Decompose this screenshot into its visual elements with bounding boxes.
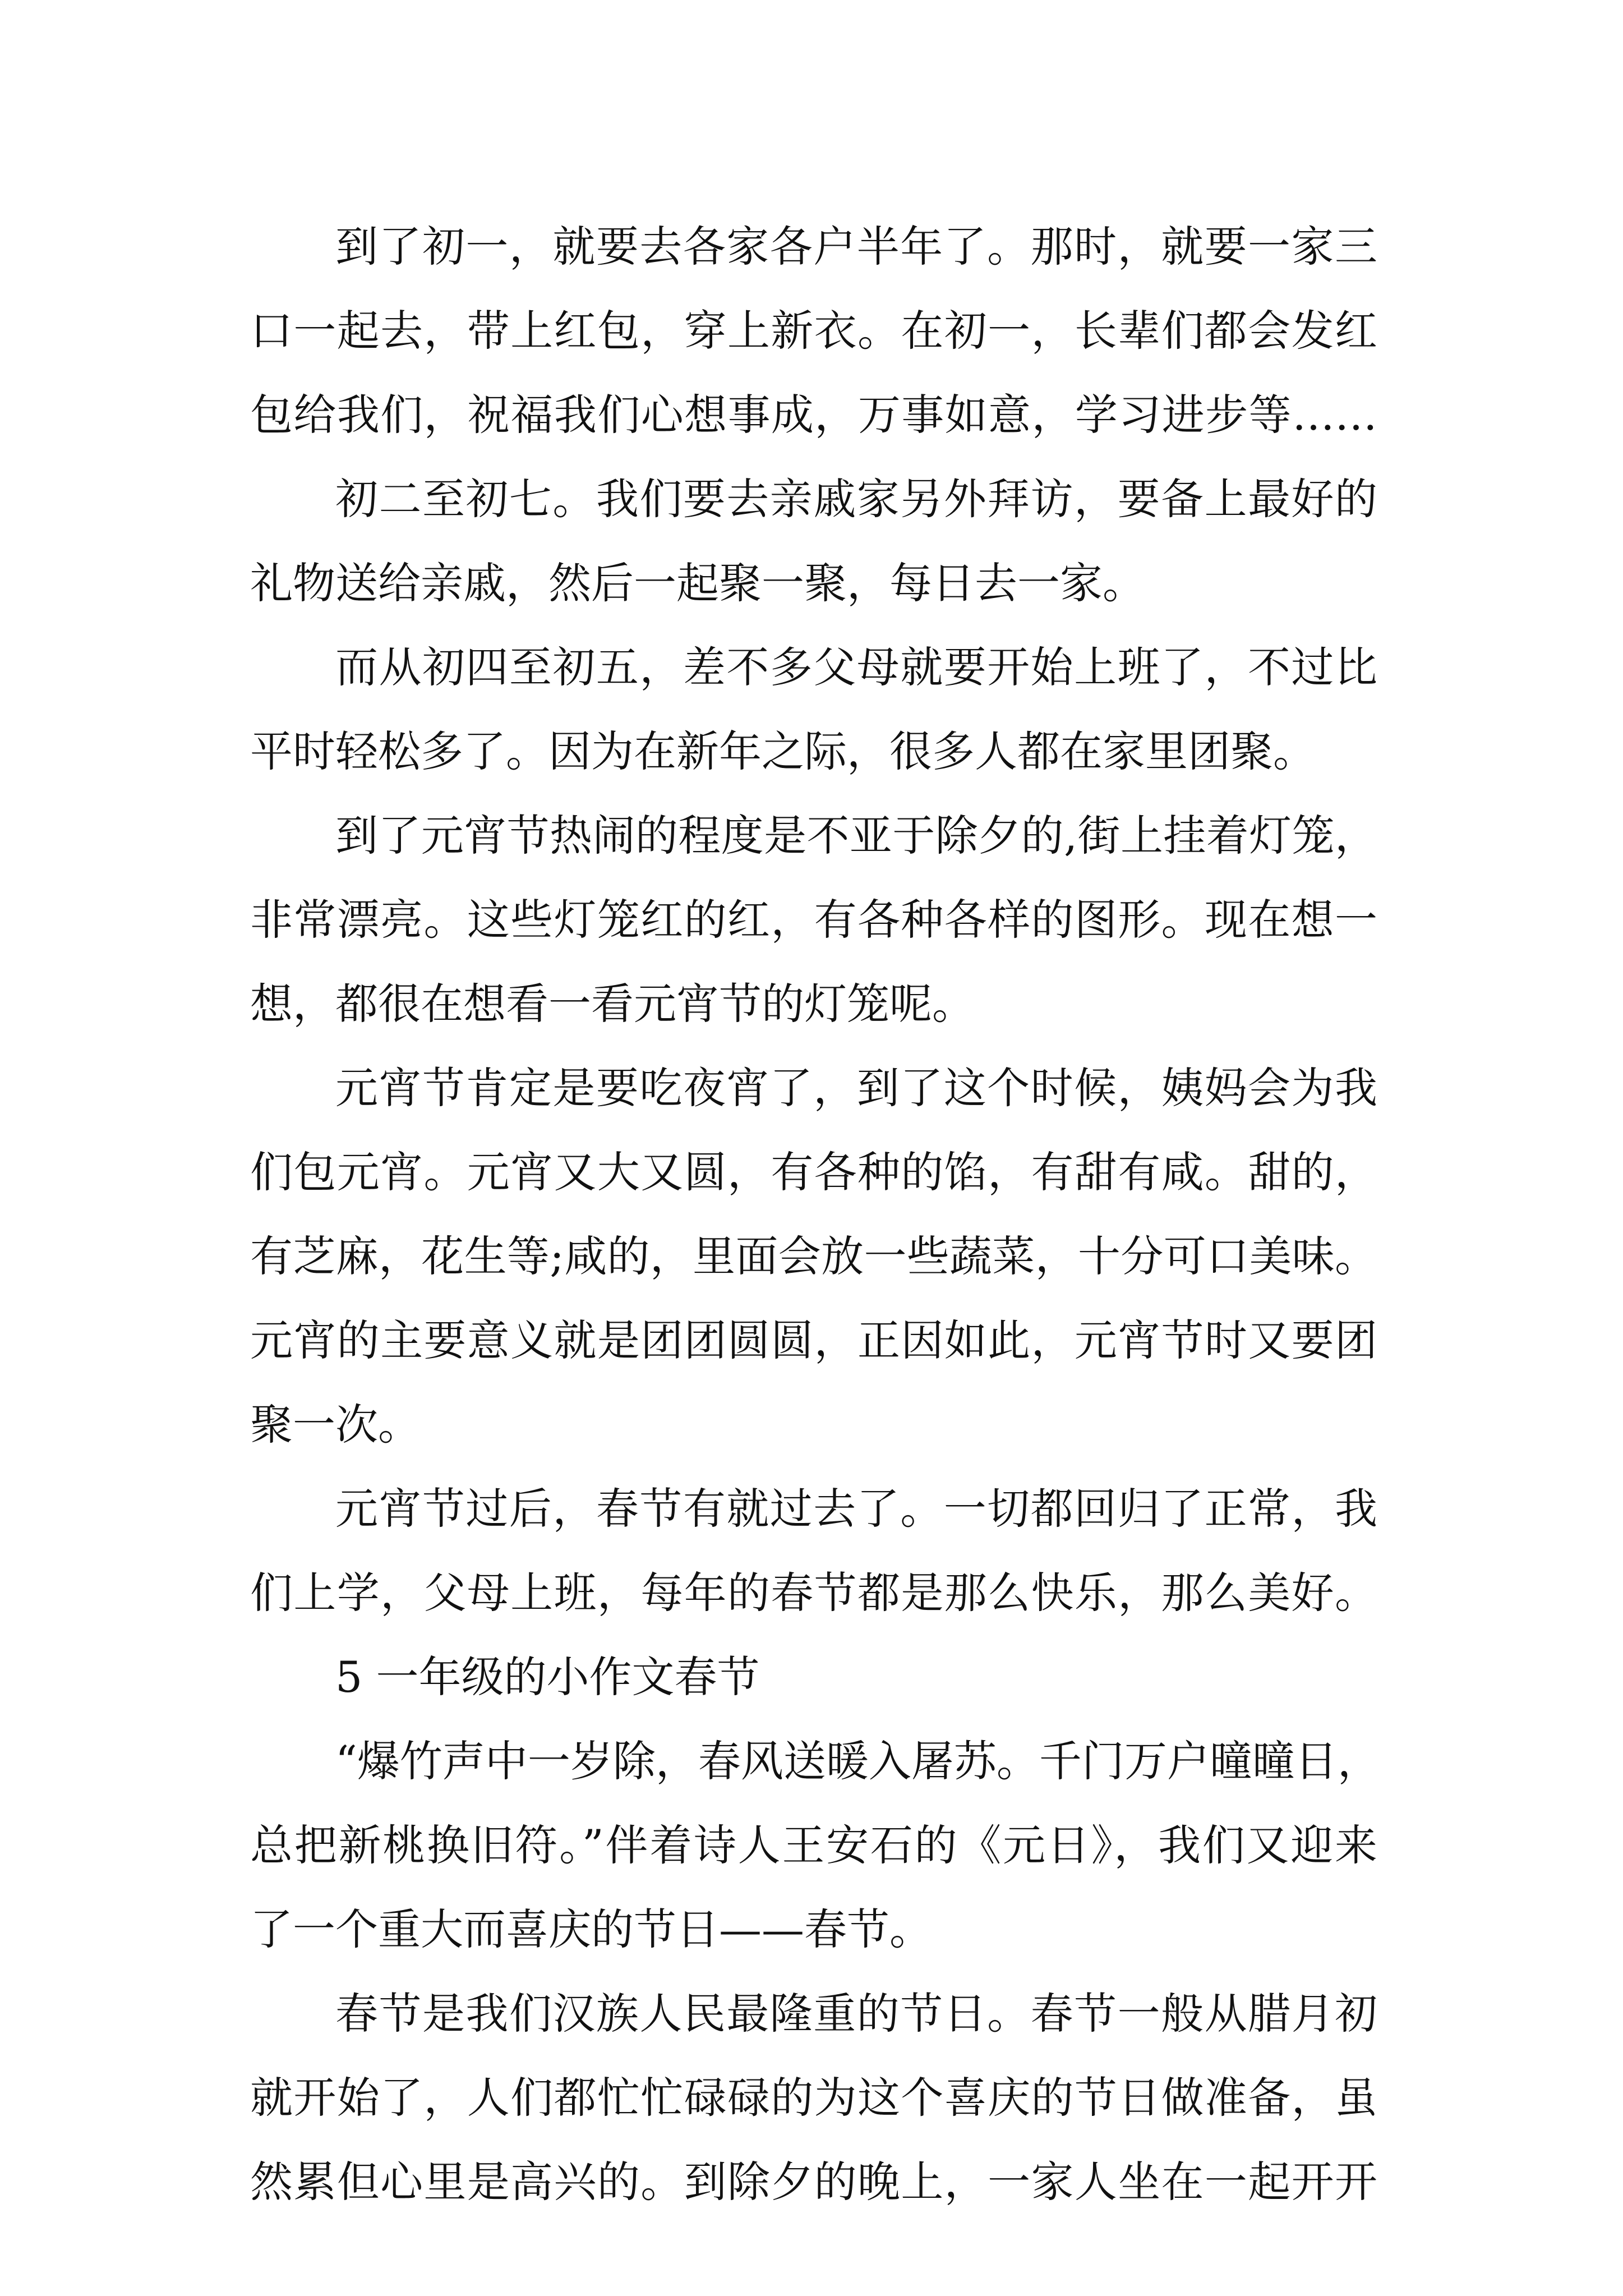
text-line: 包给我们，祝福我们心想事成，万事如意，学习进步等…… [250,390,1377,440]
text-line: 到了初一，就要去各家各户半年了。那时，就要一家三 [335,222,1377,272]
text-line: 元宵节过后，春节有就过去了。一切都回归了正常，我 [335,1484,1377,1534]
text-line: 总把新桃换旧符。”伴着诗人王安石的《元日》，我们又迎来 [250,1820,1377,1870]
text-line: 有芝麻，花生等;咸的，里面会放一些蔬菜，十分可口美味。 [250,1231,1377,1281]
section-heading: 5 一年级的小作文春节 [335,1652,760,1702]
text-line: 们上学，父母上班，每年的春节都是那么快乐，那么美好。 [250,1568,1377,1618]
text-line: 元宵节肯定是要吃夜宵了，到了这个时候，姨妈会为我 [335,1063,1377,1113]
text-line: 然累但心里是高兴的。到除夕的晚上，一家人坐在一起开开 [250,2157,1377,2207]
document-body [250,205,1380,2224]
text-line: 非常漂亮。这些灯笼红的红，有各种各样的图形。现在想一 [250,895,1377,945]
text-line: 春节是我们汉族人民最隆重的节日。春节一般从腊月初 [335,1989,1377,2039]
text-line: 聚一次。 [250,1400,421,1450]
text-line: “爆竹声中一岁除，春风送暖入屠苏。千门万户曈曈日， [335,1736,1380,1786]
text-line: 想，都很在想看一看元宵节的灯笼呢。 [250,979,975,1029]
text-line: 就开始了，人们都忙忙碌碌的为这个喜庆的节日做准备，虽 [250,2073,1377,2123]
text-line: 平时轻松多了。因为在新年之际，很多人都在家里团聚。 [250,726,1316,776]
text-line: 口一起去，带上红包，穿上新衣。在初一，长辈们都会发红 [250,306,1377,356]
text-line: 礼物送给亲戚，然后一起聚一聚，每日去一家。 [250,558,1145,608]
text-line: 元宵的主要意义就是团团圆圆，正因如此，元宵节时又要团 [250,1315,1377,1365]
text-line: 初二至初七。我们要去亲戚家另外拜访，要备上最好的 [335,474,1377,524]
text-line: 们包元宵。元宵又大又圆，有各种的馅，有甜有咸。甜的， [250,1147,1377,1197]
text-line: 到了元宵节热闹的程度是不亚于除夕的,街上挂着灯笼， [335,811,1377,861]
text-line: 了一个重大而喜庆的节日——春节。 [250,1904,932,1954]
text-line: 而从初四至初五，差不多父母就要开始上班了，不过比 [335,642,1377,692]
